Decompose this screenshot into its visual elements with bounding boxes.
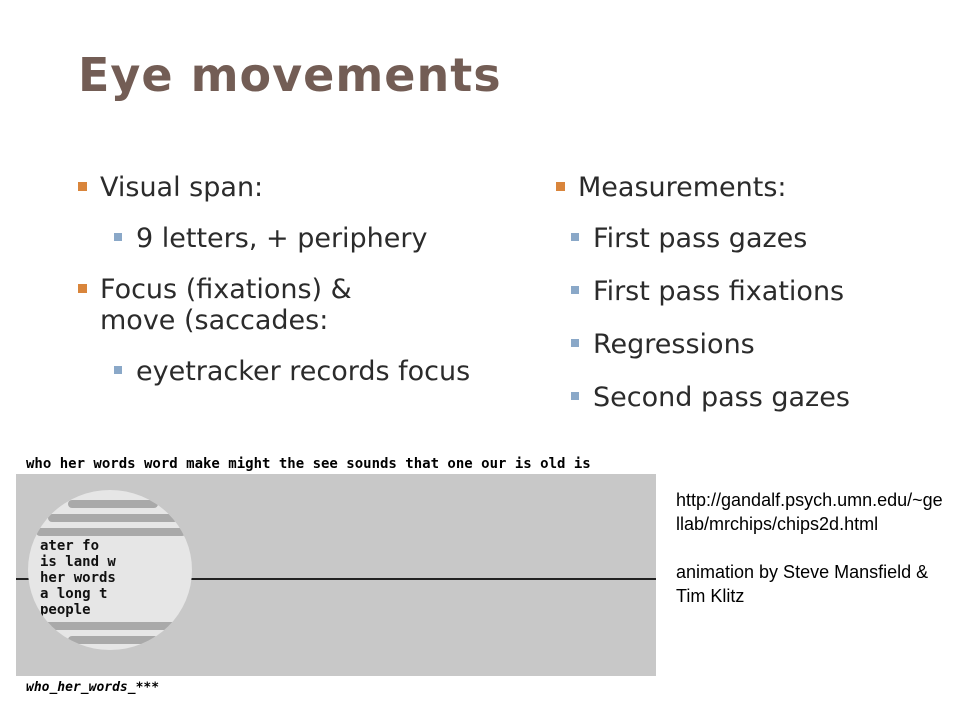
bullet-square-icon: [556, 182, 565, 191]
circle-text-line: her words: [40, 570, 116, 586]
slide-title: Eye movements: [78, 48, 502, 102]
bullet-text: First pass fixations: [593, 276, 845, 307]
blurred-text: [68, 500, 158, 508]
source-url: http://gandalf.psych.umn.edu/~gellab/mrchips/chips2d.html: [676, 490, 943, 534]
bullet-text: Regressions: [593, 329, 755, 360]
bullet-focus: [78, 274, 400, 336]
visual-span-circle: [28, 490, 192, 650]
bullet-text: eyetracker records focus: [136, 356, 471, 387]
circle-text-line: a long t: [40, 586, 108, 602]
bullet-square-icon: [571, 339, 579, 347]
bullet-square-icon: [78, 284, 87, 293]
blurred-text: [42, 622, 182, 630]
bullet-text: Focus (fixations) & move (saccades:: [100, 274, 352, 336]
animation-credit: animation by Steve Mansfield & Tim Klitz: [676, 562, 929, 606]
bullet-square-icon: [114, 366, 122, 374]
sub-bullet-first-pass-fixations: [556, 276, 956, 307]
sub-bullet-second-pass-gazes: [556, 382, 956, 413]
source-credit: [676, 488, 946, 608]
sub-bullet-regressions: [556, 329, 956, 360]
stimulus-text-field: [16, 474, 656, 676]
stimulus-bottom-line: who_her_words_***: [26, 680, 160, 694]
bullet-visual-span: [78, 172, 548, 203]
bullet-square-icon: [571, 392, 579, 400]
right-bullet-list: [556, 172, 956, 435]
sub-bullet-eyetracker: [78, 356, 548, 387]
bullet-square-icon: [114, 233, 122, 241]
circle-text-line: is land w: [40, 554, 116, 570]
bullet-square-icon: [78, 182, 87, 191]
blurred-text: [48, 514, 178, 522]
eyetracking-animation: [16, 446, 656, 694]
sub-bullet-first-pass-gazes: [556, 223, 956, 254]
bullet-square-icon: [571, 286, 579, 294]
circle-text-line: people: [40, 602, 91, 618]
stimulus-top-line: who her words word make might the see sounds that one our is old is: [26, 456, 591, 472]
bullet-text: Measurements:: [578, 172, 787, 203]
blurred-text: [68, 636, 158, 644]
bullet-measurements: [556, 172, 956, 203]
bullet-text: Second pass gazes: [593, 382, 850, 413]
circle-text-line: ater fo: [40, 538, 100, 554]
bullet-square-icon: [571, 233, 579, 241]
bullet-text: 9 letters, + periphery: [136, 223, 428, 254]
bullet-text: Visual span:: [100, 172, 264, 203]
left-bullet-list: [78, 172, 548, 407]
sub-bullet-letters: [78, 223, 548, 254]
bullet-text: First pass gazes: [593, 223, 808, 254]
blurred-text: [36, 528, 186, 536]
